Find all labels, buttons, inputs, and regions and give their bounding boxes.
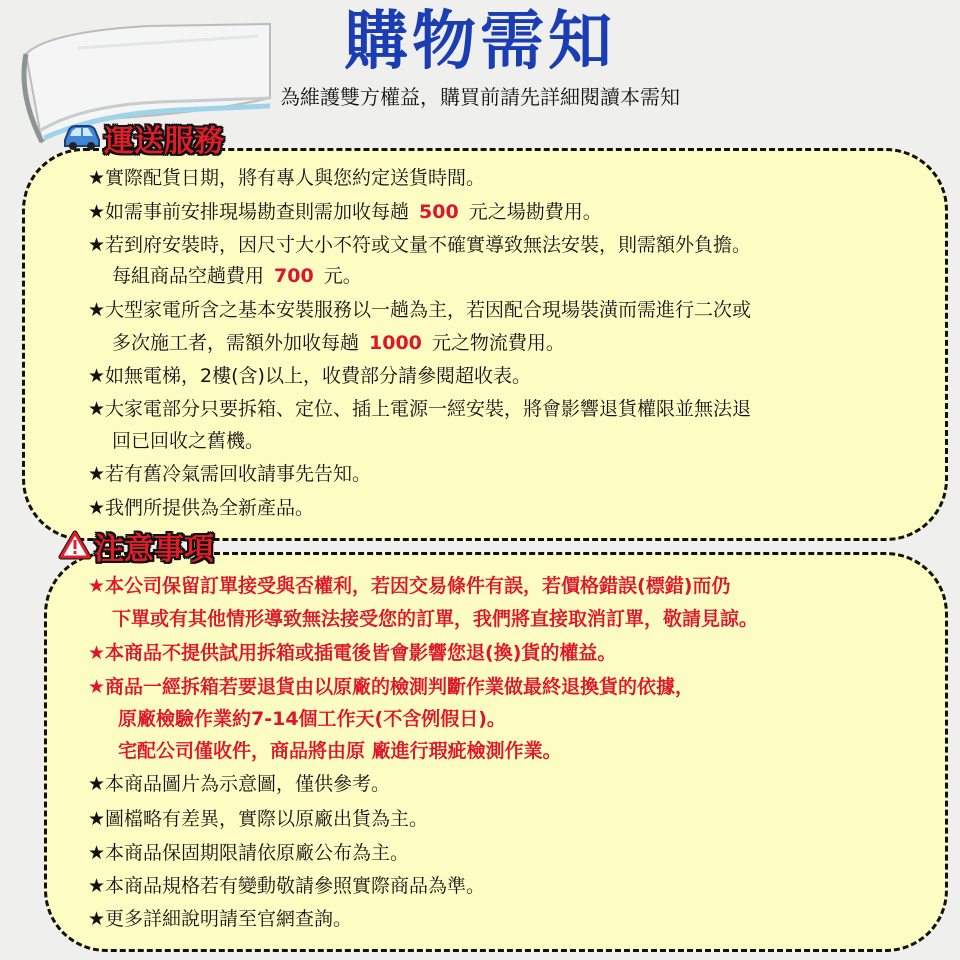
notice-heading	[58, 530, 214, 569]
delivery-line-7: ★如無電梯，2樓(含)以上，收費部分請參閱超收表。	[88, 365, 531, 387]
warning-icon	[58, 530, 92, 569]
delivery-line-3: ★若到府安裝時，因尺寸大小不符或文量不確實導致無法安裝，則需額外負擔。	[88, 234, 752, 256]
notice-heading-label: 注意事項	[94, 531, 214, 567]
notice-line-6: 宅配公司僅收件，商品將由原 廠進行瑕疵檢測作業。	[118, 740, 562, 762]
delivery-line-6: 多次施工者，需額外加收每趟 1000 元之物流費用。	[112, 332, 565, 354]
car-icon	[62, 122, 102, 161]
survey-fee-amount: 500	[419, 201, 459, 223]
empty-trip-fee-amount: 700	[274, 265, 314, 287]
delivery-line-5: ★大型家電所含之基本安裝服務以一趟為主，若因配合現場裝潢而需進行二次或	[88, 299, 752, 321]
delivery-heading-label: 運送服務	[104, 123, 224, 159]
notice-line-9: ★本商品保固期限請依原廠公布為主。	[88, 842, 410, 864]
notice-line-7: ★本商品圖片為示意圖，僅供參考。	[88, 773, 391, 795]
notice-line-5: 原廠檢驗作業約7-14個工作天(不含例假日)。	[118, 708, 506, 730]
notice-line-11: ★更多詳細說明請至官網查詢。	[88, 908, 353, 930]
delivery-line-10: ★若有舊冷氣需回收請事先告知。	[88, 463, 372, 485]
delivery-line-2: ★如需事前安排現場勘查則需加收每趟 500 元之場勘費用。	[88, 201, 602, 223]
delivery-line-9: 回已回收之舊機。	[112, 430, 265, 452]
delivery-line-8: ★大家電部分只要拆箱、定位、插上電源一經安裝，將會影響退貨權限並無法退	[88, 398, 752, 420]
delivery-heading	[62, 122, 224, 161]
delivery-line-1: ★實際配貨日期，將有專人與您約定送貨時間。	[88, 167, 486, 189]
page-title: 購物需知	[344, 5, 616, 79]
notice-line-8: ★圖檔略有差異，實際以原廠出貨為主。	[88, 808, 429, 830]
notice-line-10: ★本商品規格若有變動敬請參照實際商品為準。	[88, 875, 486, 897]
notice-line-4: ★商品一經拆箱若要退貨由以原廠的檢測判斷作業做最終退換貨的依據，	[88, 676, 695, 698]
notice-line-1: ★本公司保留訂單接受與否權利，若因交易條件有誤，若價格錯誤(標錯)而仍	[88, 575, 731, 597]
logistics-fee-amount: 1000	[369, 332, 422, 354]
delivery-line-4: 每組商品空趟費用 700 元。	[112, 265, 362, 287]
notice-line-2: 下單或有其他情形導致無法接受您的訂單，我們將直接取消訂單，敬請見諒。	[112, 608, 759, 630]
notice-line-3: ★本商品不提供試用拆箱或插電後皆會影響您退(換)貨的權益。	[88, 642, 617, 664]
delivery-line-11: ★我們所提供為全新產品。	[88, 497, 315, 519]
page-subtitle: 為維護雙方權益，購買前請先詳細閱讀本需知	[280, 85, 680, 109]
